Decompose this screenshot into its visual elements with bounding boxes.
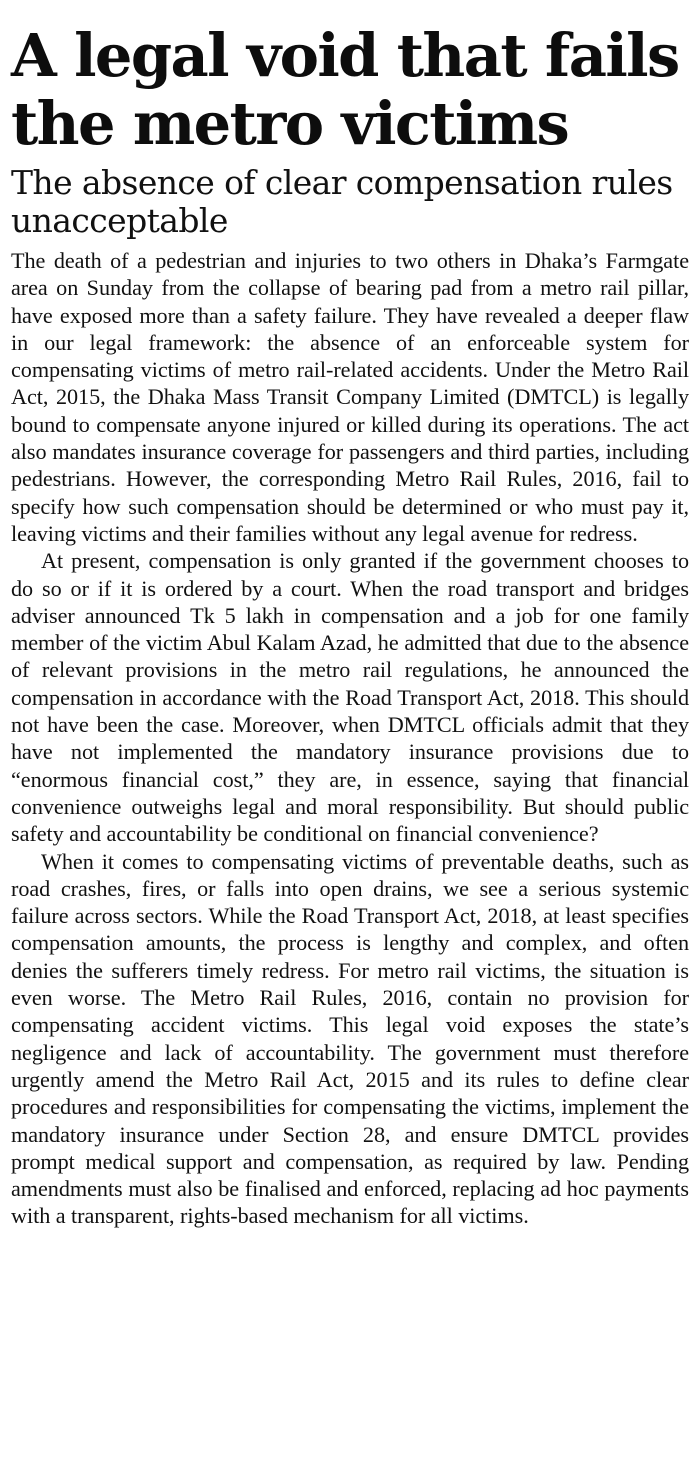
paragraph-1: The death of a pedestrian and injuries to two others in Dhaka’s Farmgate area on Sunday from the collapse of bearing pad from a metro rail pillar, have exposed more than a safety failure. They have revealed a deeper flaw in our legal framework: the absence of an enforceable system for compensating victims of metro rail-related accidents. Under the Metro Rail Act, 2015, the Dhaka Mass Transit Company Limited (DMTCL) is legally bound to compensate anyone injured or killed during its operations. The act also mandates insurance coverage for passengers and third parties, including pedestrians. However, the corresponding Metro Rail Rules, 2016, fail to specify how such compensation should be determined or who must pay it, leaving victims and their families without any legal avenue for redress. (11, 248, 689, 546)
paragraph-2: At present, compensation is only granted if the government chooses to do so or if it is ordered by a court. When the road transport and bridges adviser announced Tk 5 lakh in compensation and a job for one family member of the victim Abul Kalam Azad, he admitted that due to the absence of relevant provisions in the metro rail regulations, he announced the compensation in accordance with the Road Transport Act, 2018. This should not have been the case. Moreover, when DMTCL officials admit that they have not implemented the mandatory insurance provisions due to “enormous financial cost,” they are, in essence, saying that financial convenience outweighs legal and moral responsibility. But should public safety and accountability be conditional on financial convenience? (11, 548, 689, 847)
headline: A legal void that fails the metro victims (11, 21, 679, 158)
subheadline: The absence of clear compensation rules unacceptable (11, 163, 673, 240)
article-body (11, 247, 689, 1230)
paragraph-3: When it comes to compensating victims of preventable deaths, such as road crashes, fires, or falls into open drains, we see a serious systemic failure across sectors. While the Road Transport Act, 2018, at least specifies compensation amounts, the process is lengthy and complex, and often denies the sufferers timely redress. For metro rail victims, the situation is even worse. The Metro Rail Rules, 2016, contain no provision for compensating accident victims. This legal void exposes the state’s negligence and lack of accountability. The government must therefore urgently amend the Metro Rail Act, 2015 and its rules to define clear procedures and responsibilities for compensating the victims, implement the mandatory insurance under Section 28, and ensure DMTCL provides prompt medical support and compensation, as required by law. Pending amendments must also be finalised and enforced, replacing ad hoc payments with a transparent, rights-based mechanism for all victims. (11, 848, 689, 1229)
